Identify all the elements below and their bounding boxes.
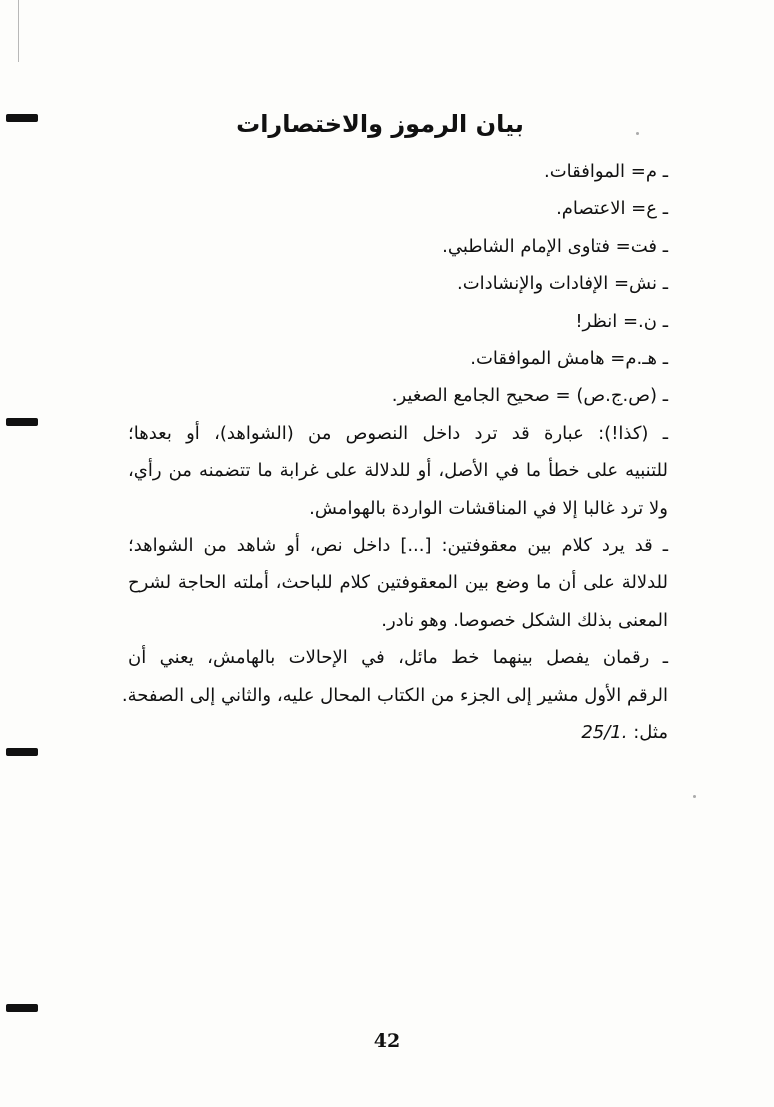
abbr-line-hamish: ـ هـ.م= هامش الموافقات.: [470, 348, 668, 370]
margin-mark: [6, 114, 38, 122]
abbreviations-body: [121, 153, 668, 752]
paragraph-line: المعنى بذلك الشكل خصوصا. وهو نادر.: [381, 609, 668, 631]
speck: [693, 795, 696, 798]
speck: [636, 132, 639, 135]
paragraph-line: للتنبيه على خطأ ما في الأصل، أو للدلالة على غرابة ما تتضمنه من رأي،: [128, 460, 668, 482]
paragraph-line: ـ قد يرد كلام بين معقوفتين: [...] داخل نص، أو شاهد من الشواهد؛: [128, 535, 668, 557]
paragraph-line: ـ رقمان يفصل بينهما خط مائل، في الإحالات بالهامش، يعني أن: [128, 647, 668, 669]
paragraph-line: للدلالة على أن ما وضع بين المعقوفتين كلام للباحث، أملته الحاجة لشرح: [128, 572, 668, 594]
paragraph-line: الرقم الأول مشير إلى الجزء من الكتاب المحال عليه، والثاني إلى الصفحة.: [121, 684, 668, 706]
abbr-line-mowafaqat: ـ م= الموافقات.: [544, 161, 668, 182]
margin-mark: [6, 748, 38, 756]
page-edge-line: [18, 0, 19, 62]
abbr-line-fatawa: ـ فت= فتاوى الإمام الشاطبي.: [442, 235, 668, 257]
margin-mark: [6, 1004, 38, 1012]
example-value: 25/1.: [581, 722, 628, 744]
abbr-line-ifadat: ـ نش= الإفادات والإنشادات.: [457, 273, 668, 295]
margin-mark: [6, 418, 38, 426]
page-number: 42: [373, 1030, 401, 1052]
example-line: [128, 714, 668, 751]
example-label: مثل:: [633, 722, 668, 744]
abbr-line-itisam: ـ ع= الاعتصام.: [556, 198, 668, 220]
paragraph-line: ـ (كذا!): عبارة قد ترد داخل النصوص من (الشواهد)، أو بعدها؛: [128, 422, 668, 444]
abbr-line-sahih-jami: ـ (ص.ج.ص) = صحيح الجامع الصغير.: [391, 385, 668, 407]
paragraph-line: ولا ترد غالبا إلا في المناقشات الواردة بالهوامش.: [309, 497, 668, 519]
abbr-line-unzur: ـ ن.= انظر!: [575, 310, 668, 332]
page-title: بيان الرموز والاختصارات: [236, 110, 524, 138]
